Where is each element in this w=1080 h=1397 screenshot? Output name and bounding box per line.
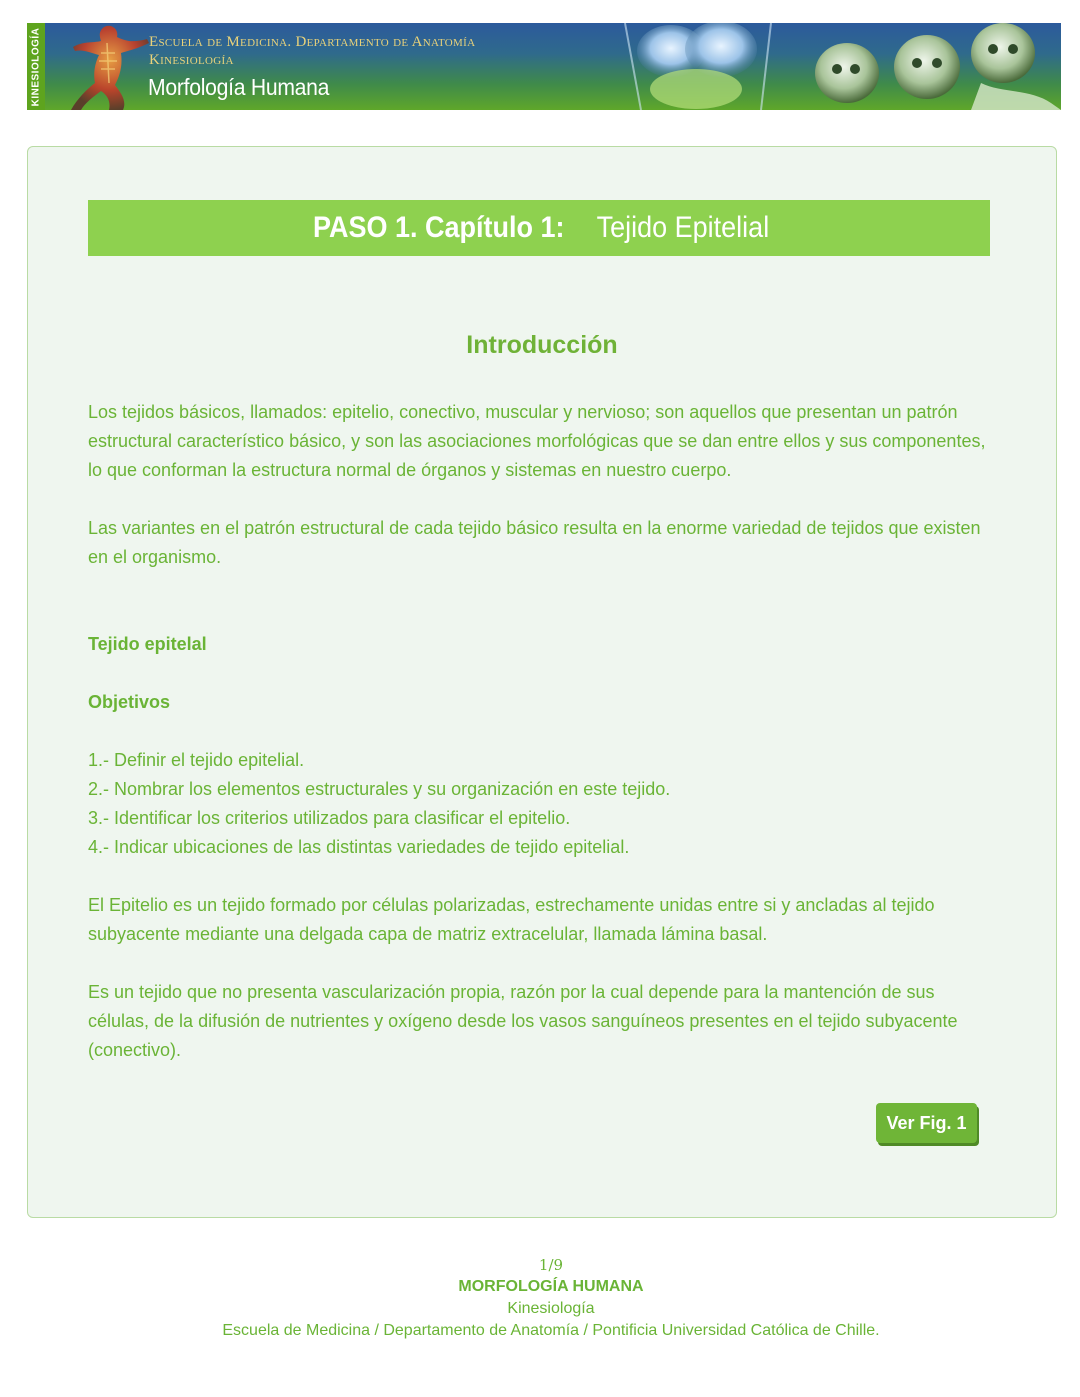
chapter-topic-label: Tejido Epitelial (596, 211, 770, 244)
header-banner (27, 23, 1061, 110)
objective-item: 3.- Identificar los criterios utilizados para clasificar el epitelio. (88, 808, 571, 828)
objective-item: 4.- Indicar ubicaciones de las distintas variedades de tejido epitelial. (88, 837, 630, 857)
intro-heading: Introducción (466, 331, 618, 359)
objective-item: 2.- Nombrar los elementos estructurales y su organización en este tejido. (88, 779, 671, 799)
section-heading: Tejido epitelal (88, 634, 207, 654)
page-footer (0, 1254, 1080, 1342)
intro-paragraph-1: Los tejidos básicos, llamados: epitelio, conectivo, muscular y nervioso; son aquellos que presentan un patrón estructural característico básico, y son las asociaciones morfológicas que se dan entre ellos y sus componentes, lo que conforman la estructura normal de órganos y sistemas en nuestro cuerpo. (88, 402, 986, 480)
footer-subtitle: Kinesiología (507, 1300, 595, 1317)
content-panel (27, 146, 1057, 1218)
banner-program-line: Kinesiología (149, 52, 234, 68)
objectives-list (88, 746, 998, 862)
objective-item: 1.- Definir el tejido epitelial. (88, 750, 305, 770)
epithelium-definition-paragraph: El Epitelio es un tejido formado por células polarizadas, estrechamente unidas entre si y ancladas al tejido subyacente mediante una delgada capa de matriz extracelular, llamada lámina basal. (88, 895, 935, 944)
side-tab-label: KINESIOLOGÍA (30, 27, 42, 106)
banner-course-title: Morfología Humana (148, 74, 330, 100)
chapter-title-bar (88, 200, 990, 256)
footer-title: MORFOLOGÍA HUMANA (458, 1278, 644, 1295)
footer-institution: Escuela de Medicina / Departamento de Anatomía / Pontificia Universidad Católica de Chille. (222, 1322, 880, 1339)
banner-school-line: Escuela de Medicina. Departamento de Anatomía (149, 34, 476, 50)
objectives-heading: Objetivos (88, 692, 171, 712)
vascularization-paragraph: Es un tejido que no presenta vascularización propia, razón por la cual depende para la mantención de sus células, de la difusión de nutrientes y oxígeno desde los vasos sanguíneos presentes en el tejido subyacente (conectivo). (88, 982, 958, 1060)
page-number: 1/9 (538, 1256, 564, 1274)
chapter-step-label: PASO 1. Capítulo 1: (313, 211, 565, 244)
intro-paragraph-2: Las variantes en el patrón estructural de cada tejido básico resulta en la enorme variedad de tejidos que existen en el organismo. (88, 518, 981, 567)
banner-skull-images (621, 23, 1061, 110)
view-figure-button[interactable]: Ver Fig. 1 (876, 1103, 977, 1143)
side-tab (27, 23, 45, 110)
